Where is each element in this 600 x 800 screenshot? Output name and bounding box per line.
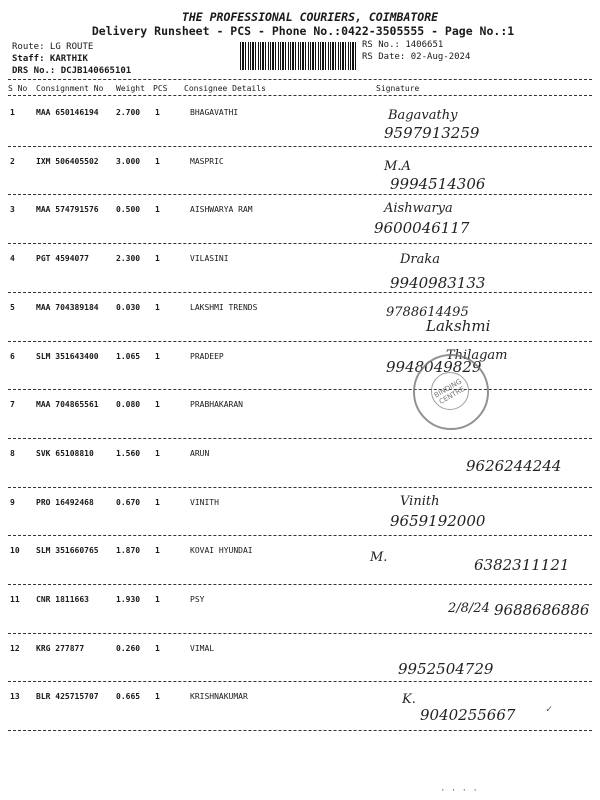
signature-phone: 9659192000 [390,511,486,530]
signature-phone: 9952504729 [398,659,494,678]
weight-value: 3.000 [116,156,141,166]
weight-value: 0.500 [116,205,141,215]
consignment-number: SLM 351660765 [36,546,99,556]
weight-value: 2.300 [116,254,141,264]
weight-value: 1.870 [116,546,141,556]
consignee-name: AISHWARYA RAM [190,205,253,215]
serial-number: 3 [10,205,15,215]
header-rule [8,79,592,80]
pcs-value: 1 [155,497,160,507]
pcs-value: 1 [155,302,160,312]
route-label: Route: LG ROUTE [12,42,94,52]
signature-text: 9788614495 [386,304,469,320]
signature-text: Bagavathy [388,108,458,123]
pcs-value: 1 [155,254,160,264]
stamp-label: BINDING CENTRE [432,377,467,406]
row-divider [8,584,592,585]
signature-phone: 9940983133 [390,274,486,293]
drs-number: DRS No.: DCJB140665101 [12,66,132,76]
pcs-value: 1 [155,546,160,556]
consignment-number: CNR 1811663 [36,595,89,604]
weight-value: 0.030 [116,302,141,312]
row-divider [8,194,592,195]
weight-value: 0.080 [116,400,141,410]
company-title: THE PROFESSIONAL COURIERS, COIMBATORE [181,10,439,24]
signature-phone: 9626244244 [466,456,562,475]
signature-phone: 9994514306 [390,174,486,193]
row-divider [8,730,592,731]
consignment-number: PRO 16492468 [36,497,94,507]
consignee-name: LAKSHMI TRENDS [190,302,258,312]
signature-phone: 6382311121 [474,556,570,575]
staff-label: Staff: KARTHIK [12,54,88,64]
row-divider [8,146,592,147]
column-header-rule [8,95,592,96]
serial-number: 11 [10,595,20,604]
weight-value: 0.665 [116,692,141,702]
signature-text: 2/8/24 [448,601,490,616]
weight-value: 0.670 [116,497,141,507]
consignment-number: MAA 704865561 [36,400,99,410]
serial-number: 13 [10,692,20,702]
serial-number: 2 [10,156,15,166]
signature-text: Aishwarya [384,201,453,217]
col-consignee: Consignee Details [184,84,266,93]
serial-number: 1 [10,108,15,117]
signature-text: Vinith [400,493,440,509]
consignment-number: SLM 351643400 [36,351,99,361]
consignee-name: PRADEEP [190,351,224,361]
serial-number: 7 [10,400,15,410]
serial-number: 8 [10,448,15,458]
row-divider [8,438,592,439]
pcs-value: 1 [155,108,160,117]
consignment-number: MAA 650146194 [36,108,99,117]
serial-number: 4 [10,254,15,264]
weight-value: 0.260 [116,643,141,653]
row-divider [8,389,592,390]
row-divider [8,535,592,536]
pcs-value: 1 [155,448,160,458]
serial-number: 9 [10,497,15,507]
pcs-value: 1 [155,400,160,410]
row-divider [8,681,592,682]
pcs-value: 1 [155,692,160,702]
col-consignment: Consignment No [36,84,104,93]
signature-phone: Lakshmi [426,316,491,335]
pcs-value: 1 [155,643,160,653]
row-divider [8,487,592,488]
binding-centre-stamp-icon [413,354,489,430]
signature-text: M.A [384,158,411,174]
consignment-number: IXM 506405502 [36,156,99,166]
serial-number: 5 [10,302,15,312]
signature-phone: 9688686886 [494,601,590,619]
consignment-number: SVK 65108810 [36,448,94,458]
row-divider [8,243,592,244]
row-divider [8,633,592,634]
runsheet-subtitle: Delivery Runsheet - PCS - Phone No.:0422-3505555 - Page No.:1 [91,24,515,38]
pcs-value: 1 [155,595,160,604]
row-divider [8,292,592,293]
signature-area [370,688,590,742]
table-row [0,686,600,744]
consignee-name: VILASINI [190,254,229,264]
weight-value: 1.560 [116,448,141,458]
consignment-number: MAA 704389184 [36,302,99,312]
pcs-value: 1 [155,205,160,215]
weight-value: 2.700 [116,108,141,117]
signature-text: Thilagam [446,347,508,363]
consignment-number: BLR 425715707 [36,692,99,702]
consignee-name: BHAGAVATHI [190,108,239,117]
pcs-value: 1 [155,351,160,361]
serial-number: 12 [10,643,20,653]
col-weight: Weight [116,84,145,93]
rs-date: RS Date: 02-Aug-2024 [362,52,471,62]
weight-value: 1.065 [116,351,141,361]
consignment-number: KRG 277877 [36,643,85,653]
signature-phone: 9600046117 [374,219,470,238]
consignee-name: ARUN [190,448,210,458]
col-sno: S No [8,84,28,93]
barcode-icon [240,42,358,70]
consignee-name: VINITH [190,497,219,507]
consignment-number: MAA 574791576 [36,205,99,215]
consignee-name: VIMAL [190,643,215,653]
consignee-name: KRISHNAKUMAR [190,692,248,702]
row-divider [8,341,592,342]
consignee-name: PSY [190,595,205,604]
signature-phone: 9948049829 [386,357,482,376]
serial-number: 6 [10,351,15,361]
col-signature: Signature [376,84,420,93]
consignment-number: PGT 4594077 [36,254,89,264]
col-pcs: PCS [153,84,168,93]
signature-text: Draka [400,252,441,268]
scan-dots-icon: · · · · [440,786,478,796]
signature-phone: 9597913259 [384,124,480,142]
signature-text: M. [370,550,388,566]
weight-value: 1.930 [116,595,141,604]
consignee-name: PRABHAKARAN [190,400,243,410]
rs-number: RS No.: 1406651 [362,40,444,50]
consignee-name: KOVAI HYUNDAI [190,546,253,556]
signature-phone: 9040255667 [420,706,516,725]
pcs-value: 1 [155,156,160,166]
signature-text: K. [402,692,416,708]
consignee-name: MASPRIC [190,156,224,166]
pen-mark-icon: ✓ [546,704,553,715]
serial-number: 10 [10,546,20,556]
